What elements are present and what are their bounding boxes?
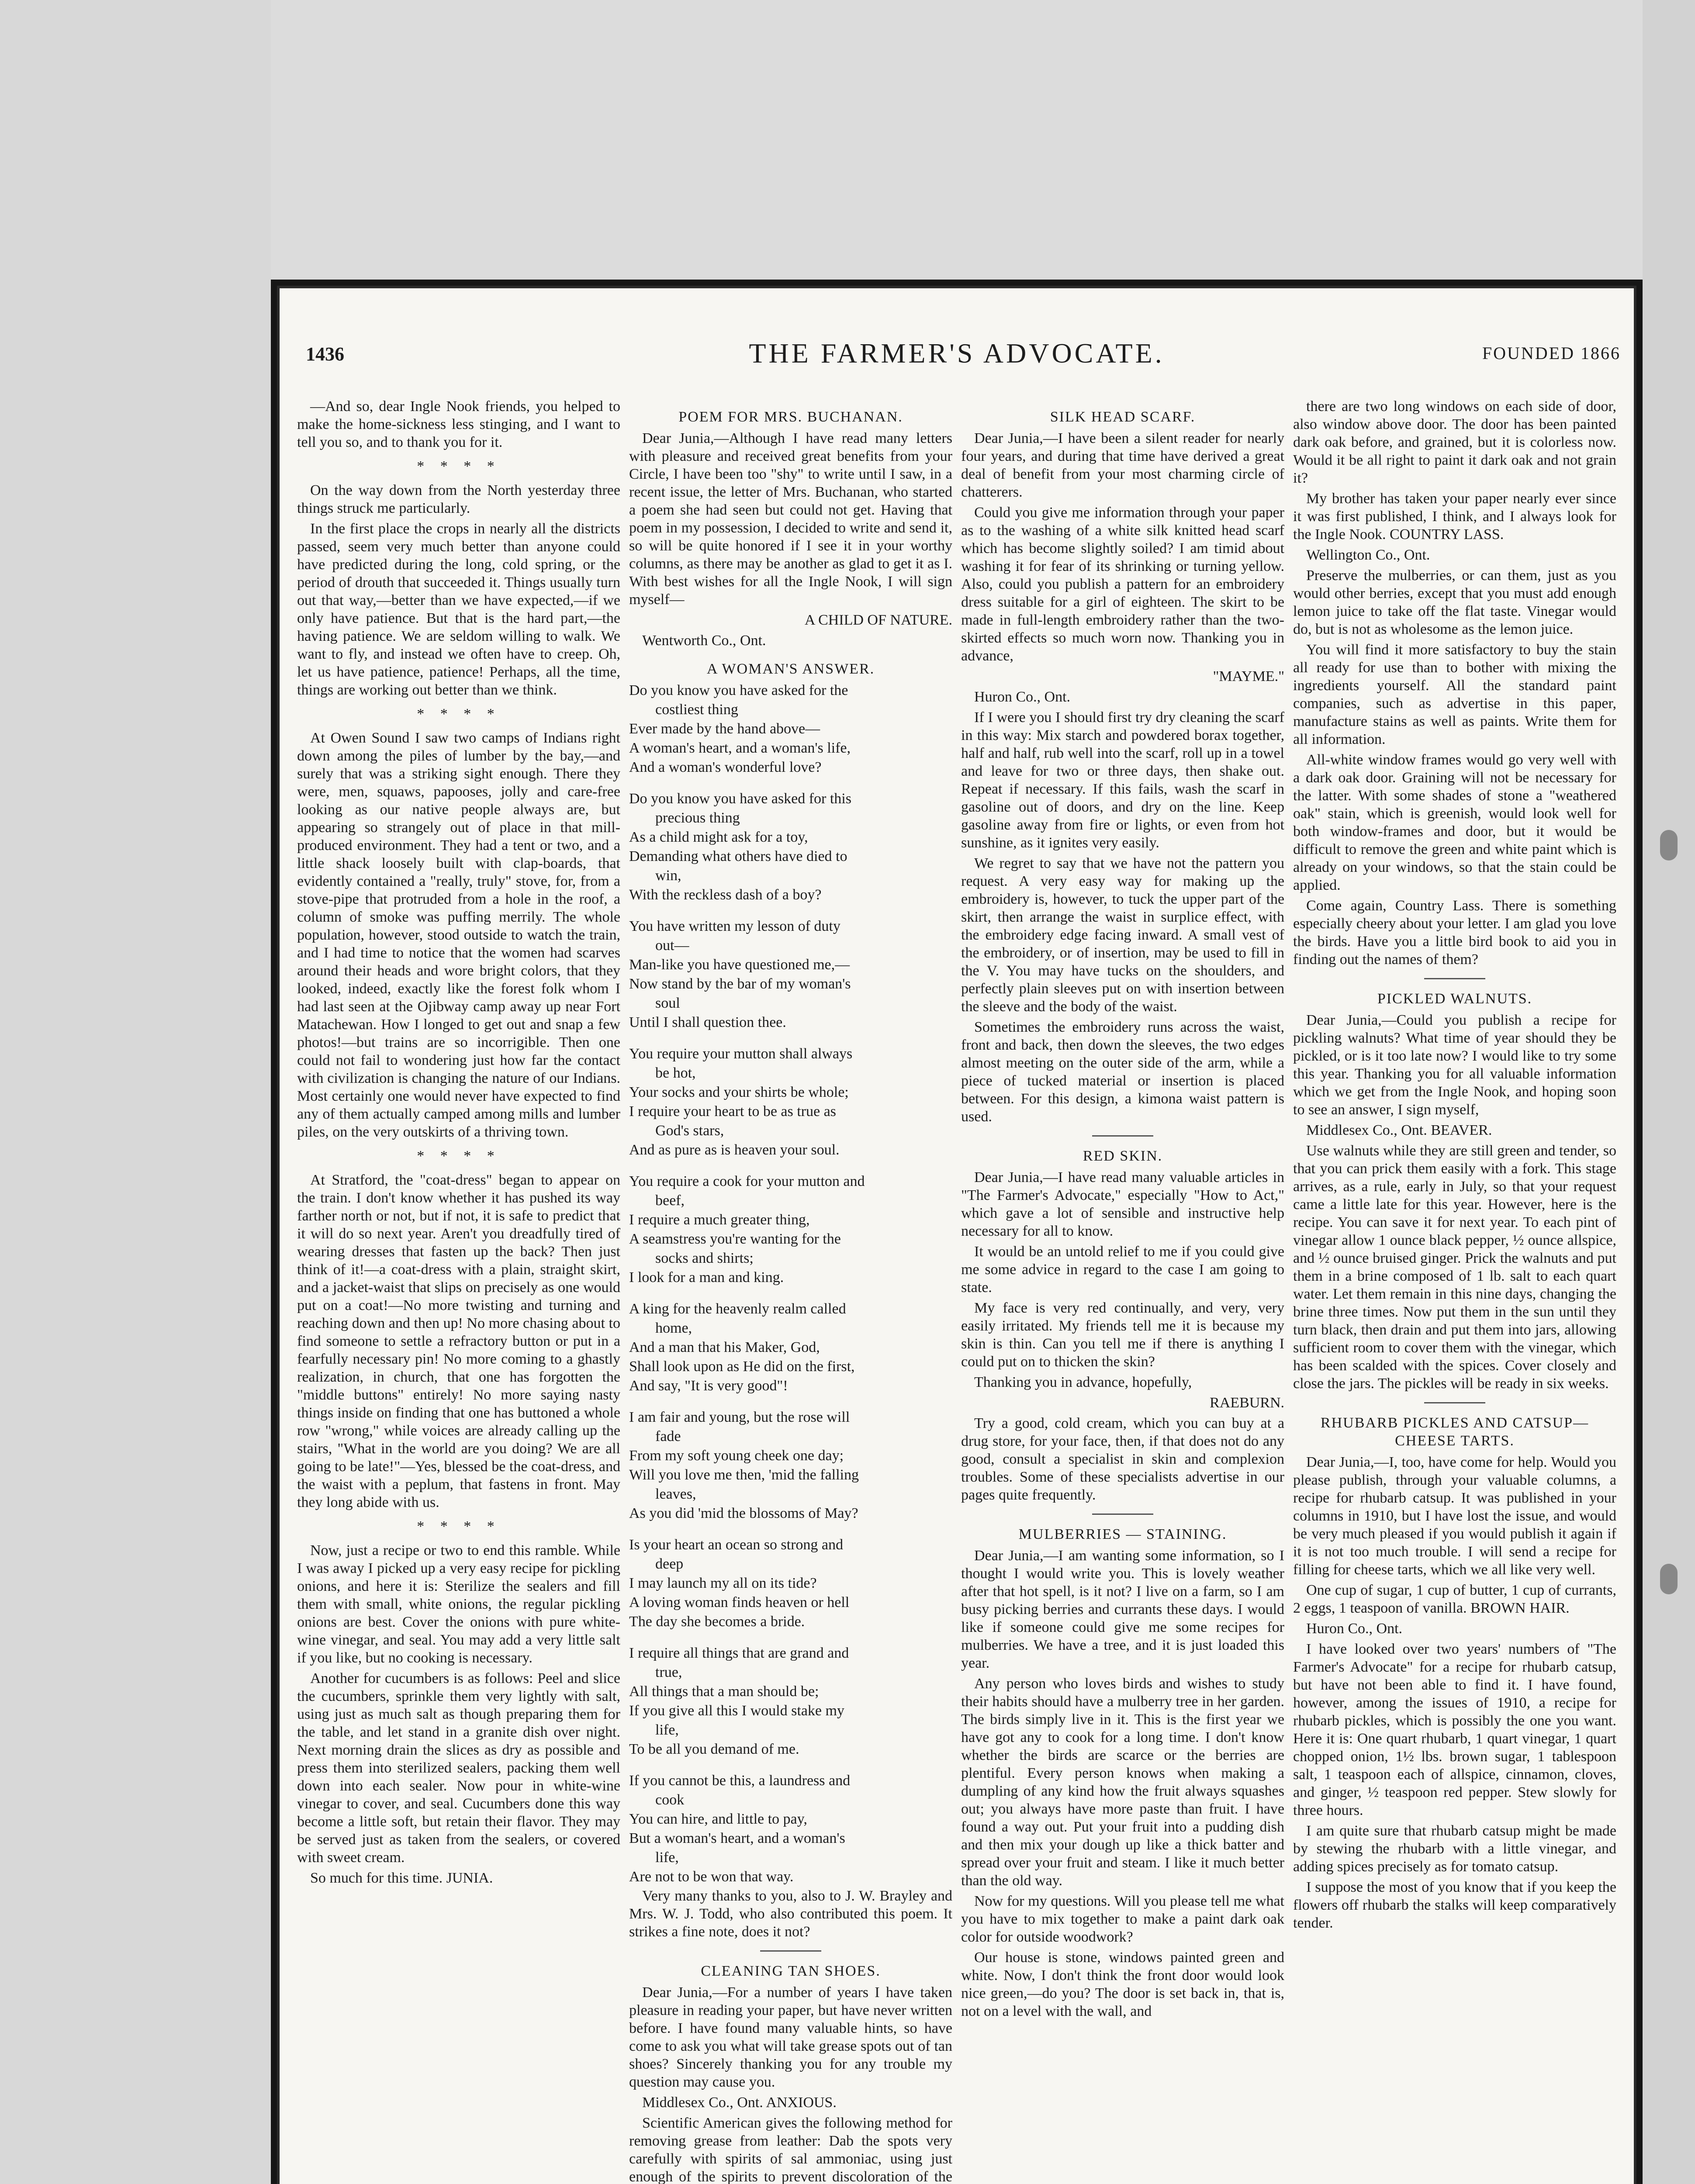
poem-line: I require all things that are grand and — [629, 1645, 849, 1661]
poem-line: Shall look upon as He did on the first, — [629, 1358, 855, 1375]
paragraph: Preserve the mulberries, or can them, just as you would other berries, except that you must add enough lemon juice to take off the flat taste. Vinegar would do, but is not as wholesome as the lemon juice. — [1293, 567, 1616, 637]
paragraph: Dear Junia,—I have been a silent reader for nearly four years, and during that time have derived a great deal of benefit from your most charming circle of chatterers. — [961, 430, 1284, 500]
newspaper-page — [280, 288, 1634, 2184]
paragraph: Use walnuts while they are still green and tender, so that you can prick them easily with a fork. This stage arrives, as a rule, early in July, so that your request came a little late for this year. However, here is the recipe. You can save it for next year. To each pint of vinegar allow 1 ounce black pepper, ½ ounce allspice, and ½ ounce bruised ginger. Prick the walnuts and put them in a brine composed of 1 lb. salt to each quart water. Let them remain in this nine days, changing the brine three times. Now put them in the sun until they turn black, then drain and put them into jars, allowing sufficient room to cover them with the vinegar, which has been scalded with the spices. Cover closely and close the jars. The pickles will be ready in six weeks. — [1293, 1143, 1616, 1392]
binder-hole-icon — [1660, 1564, 1678, 1594]
section-rule — [760, 1950, 821, 1952]
stanza-break — [629, 1288, 952, 1300]
poem-line: fade — [655, 1428, 681, 1444]
paragraph: At Stratford, the "coat-dress" began to appear on the train. I don't know whether it has pushed its way farther north or not, but if not, it is safe to predict that it will do so next year. Aren't you dreadfully tired of wearing dresses that fasten up the back? Then just think of it!—a coat-dress with a plain, straight skirt, and a jacket-waist that slips on precisely as one would put on a coat!—No more twisting and turning and reaching down and then up! No more chasing about to find someone to settle a refractory button or put in a fearfully necessary pin! No more coming to a ghastly realization, in church, that one has forgotten the "middle buttons" entirely! No more saying nasty things inside on finding that one has buttoned a whole row "wrong," while voices are already calling up the stairs, "What in the world are you doing? We are all going to be late!"—Yes, blessed be the coat-dress, and the waist with a peplum, that fastens in front. May they long abide with us. — [297, 1172, 620, 1510]
paragraph: I suppose the most of you know that if you keep the flowers off rhubarb the stalks will keep comparatively tender. — [1293, 1879, 1616, 1931]
scan-background-left — [0, 0, 271, 2184]
poem-line: But a woman's heart, and a woman's — [629, 1830, 845, 1846]
poem-line: Will you love me then, 'mid the falling — [629, 1467, 859, 1483]
poem-line: If you give all this I would stake my — [629, 1703, 844, 1719]
paragraph: Dear Junia,—For a number of years I have taken pleasure in reading your paper, but have never written before. I have found many valuable hints, so have come to ask you what will take grease spots out of tan shoes? Sincerely thanking you for any trouble my question may cause you. — [629, 1984, 952, 2090]
poem-line: I require your heart to be as true as — [629, 1103, 836, 1120]
section-heading: POEM FOR MRS. BUCHANAN. — [678, 409, 903, 425]
paragraph: there are two long windows on each side of door, also window above door. The door has been painted dark oak before, and grained, but it is colorless now. Would it be all right to paint it dark oak and not grain it? — [1293, 398, 1616, 486]
paragraph: We regret to say that we have not the pattern you request. A very easy way for making up the embroidery is, however, to tuck the upper part of the skirt, then arrange the waist in surplice effect, with the embroidery edge facing inward. A small vest of the embroidery, or of insertion, may be used to fill in the V. You may have tucks on the shoulders, and perfectly plain sleeves put on with insertion between the sleeve and the body of the waist. — [961, 855, 1284, 1015]
section-heading: RHUBARB PICKLES AND CATSUP— CHEESE TARTS. — [1320, 1415, 1589, 1449]
paragraph: You will find it more satisfactory to buy the stain all ready for use than to bother with mixing the ingredients yourself. All the standard paint companies, such as advertise in this paper, manufacture stains as well as paints. Write them for all information. — [1293, 642, 1616, 747]
poem-line: leaves, — [655, 1486, 696, 1502]
paragraph: Dear Junia,—I have read many valuable articles in "The Farmer's Advocate," especially "How to Act," which gave a lot of sensible and instructive help necessary for all to know. — [961, 1169, 1284, 1239]
section-heading: PICKLED WALNUTS. — [1377, 991, 1532, 1007]
poem-line: Now stand by the bar of my woman's — [629, 976, 851, 992]
poem-line: As a child might ask for a toy, — [629, 829, 808, 845]
stanza-break — [629, 1524, 952, 1536]
poem-line: life, — [655, 1722, 679, 1738]
page-number: 1436 — [306, 343, 344, 365]
poem-line: You have written my lesson of duty — [629, 918, 841, 934]
poem-line: I am fair and young, but the rose will — [629, 1409, 850, 1425]
paragraph: Huron Co., Ont. — [974, 689, 1071, 705]
poem-line: deep — [655, 1556, 684, 1572]
poem-line: As you did 'mid the blossoms of May? — [629, 1505, 858, 1521]
paragraph: Thanking you in advance, hopefully, — [974, 1374, 1192, 1390]
section-divider-stars: * * * * — [417, 458, 501, 474]
section-rule — [1424, 1402, 1485, 1403]
poem-line: Your socks and your shirts be whole; — [629, 1084, 849, 1100]
paragraph: Dear Junia,—I, too, have come for help. Would you please publish, through your valuable columns, a recipe for rhubarb catsup. It was published in your columns in 1910, but I have lost the issue, and would be very much pleased if you would publish it again if it is not too much trouble. I will send a recipe for filling for cheese tarts, which we all like very well. — [1293, 1454, 1616, 1578]
stanza-break — [629, 1033, 952, 1045]
stanza-break — [629, 778, 952, 790]
section-heading: RED SKIN. — [1083, 1148, 1163, 1164]
poem-line: Do you know you have asked for this — [629, 791, 851, 807]
poem-line: Demanding what others have died to — [629, 848, 848, 864]
paragraph: One cup of sugar, 1 cup of butter, 1 cup of currants, 2 eggs, 1 teaspoon of vanilla. BROWN HAIR. — [1293, 1582, 1616, 1616]
founded-line: FOUNDED 1866 — [1482, 343, 1621, 363]
binder-hole-icon — [1660, 830, 1678, 860]
paragraph: All-white window frames would go very well with a dark oak door. Graining will not be necessary for the latter. With some shades of stone a "weathered oak" stain, which is greenish, would look well for both window-frames and door, but it would be difficult to remove the green and white paint which is already on your windows, so that the stain could be applied. — [1293, 752, 1616, 893]
poem-line: soul — [655, 995, 680, 1011]
paragraph: So much for this time. JUNIA. — [310, 1870, 493, 1886]
section-rule — [1092, 1135, 1153, 1137]
paragraph: Now for my questions. Will you please tell me what you have to mix together to make a paint dark oak color for outside woodwork? — [961, 1893, 1284, 1945]
paragraph: My brother has taken your paper nearly ever since it was first published, I think, and I always look for the Ingle Nook. COUNTRY LASS. — [1293, 491, 1616, 543]
poem-line: home, — [655, 1320, 692, 1336]
column-3 — [961, 397, 1284, 2184]
poem-line: I may launch my all on its tide? — [629, 1575, 817, 1591]
poem-line: Are not to be won that way. — [629, 1869, 794, 1885]
poem-line: You can hire, and little to pay, — [629, 1811, 807, 1827]
poem-line: beef, — [655, 1192, 685, 1209]
section-divider-stars: * * * * — [417, 1148, 501, 1164]
paragraph: On the way down from the North yesterday three things struck me particularly. — [297, 482, 620, 516]
poem-line: If you cannot be this, a laundress and — [629, 1773, 851, 1789]
signature: RAEBURN. — [1210, 1395, 1284, 1411]
poem-line: And as pure as is heaven your soul. — [629, 1142, 840, 1158]
section-divider-stars: * * * * — [417, 706, 501, 722]
poem — [629, 681, 952, 1886]
paragraph: —And so, dear Ingle Nook friends, you helped to make the home-sickness less stinging, and I want to tell you so, and to thank you for it. — [297, 398, 620, 450]
poem-line: A loving woman finds heaven or hell — [629, 1594, 850, 1610]
poem-line: Is your heart an ocean so strong and — [629, 1537, 844, 1553]
paragraph: Huron Co., Ont. — [1306, 1621, 1403, 1637]
section-rule — [1424, 978, 1485, 979]
poem-line: Do you know you have asked for the — [629, 682, 848, 698]
paragraph: In the first place the crops in nearly all the districts passed, seem very much better than anyone could have predicted during the long, cold spring, or the period of drouth that succeeded it. Things usually turn out that way,—better than we have expected,—if we only have patience. But that is the hard part,—the having patience. We are seldom willing to walk. We want to fly, and instead we often have to creep. Oh, let us have patience, patience! Perhaps, all the time, things are working out better than we think. — [297, 521, 620, 698]
masthead-title: THE FARMER'S ADVOCATE. — [749, 338, 1165, 369]
poem-line: You require your mutton shall always — [629, 1046, 853, 1062]
poem-line: A king for the heavenly realm called — [629, 1301, 846, 1317]
paragraph: Wentworth Co., Ont. — [642, 632, 766, 649]
poem-line: You require a cook for your mutton and — [629, 1173, 865, 1189]
poem-line: win, — [655, 867, 681, 884]
poem-line: life, — [655, 1849, 679, 1866]
stanza-break — [629, 905, 952, 917]
section-rule — [1092, 1514, 1153, 1515]
section-heading: A WOMAN'S ANSWER. — [706, 661, 875, 677]
poem-line: I look for a man and king. — [629, 1269, 784, 1286]
section-divider-stars: * * * * — [417, 1518, 501, 1534]
paragraph: Our house is stone, windows painted green and white. Now, I don't think the front door would look nice green,—do you? The door is set back in, that is, not on a level with the wall, and — [961, 1949, 1284, 2019]
scan-background-right — [1643, 0, 1695, 2184]
paragraph: It would be an untold relief to me if you could give me some advice in regard to the case I am going to state. — [961, 1244, 1284, 1296]
stanza-break — [629, 1160, 952, 1172]
poem-line: cook — [655, 1792, 685, 1808]
poem-line: I require a much greater thing, — [629, 1212, 810, 1228]
signature: "MAYME." — [1213, 668, 1284, 684]
article-columns — [297, 397, 1625, 2184]
paragraph: Very many thanks to you, also to J. W. Brayley and Mrs. W. J. Todd, who also contributed this poem. It strikes a fine note, does it not? — [629, 1888, 952, 1940]
paragraph: Now, just a recipe or two to end this ramble. While I was away I picked up a very easy recipe for pickling onions, and here it is: Sterilize the sealers and fill them with small, white onions, the regular pickling onions are best. Cover the onions with pure white-wine vinegar, and seal. You may add a very little salt if you like, but no cooking is necessary. — [297, 1542, 620, 1666]
poem-line: out— — [655, 937, 689, 954]
section-heading: MULBERRIES — STAINING. — [1018, 1526, 1227, 1542]
paragraph: Sometimes the embroidery runs across the waist, front and back, then down the sleeves, the two edges almost meeting on the outer side of the arm, while a piece of tucked material or insertion is placed between. For this design, a kimona waist pattern is used. — [961, 1019, 1284, 1125]
poem-line: true, — [655, 1664, 682, 1680]
paragraph: My face is very red continually, and very, very easily irritated. My friends tell me it is because my skin is thin. Can you tell me if there is anything I could put on to thicken the skin? — [961, 1300, 1284, 1370]
masthead — [280, 288, 1634, 369]
poem-line: Man-like you have questioned me,— — [629, 957, 850, 973]
column-4 — [1293, 397, 1616, 2184]
paragraph: Another for cucumbers is as follows: Peel and slice the cucumbers, sprinkle them very lightly with salt, using just as much salt as though preparing them for the table, and let stand in a granite dish over night. Next morning drain the slices as dry as possible and press them into sterilized sealers, packing them well down into each sealer. Now pour in white-wine vinegar to cover, and seal. Cucumbers done this way become a little soft, but retain their flavor. They may be served just as taken from the sealers, or covered with sweet cream. — [297, 1670, 620, 1866]
paragraph: Scientific American gives the following method for removing grease from leather: Dab the spots very carefully with spirits of sal ammoniac, using just enough of the spirits to prevent discoloration of the — [629, 2115, 952, 2184]
column-1 — [297, 397, 620, 2184]
signature: A CHILD OF NATURE. — [804, 612, 952, 628]
poem-line: All things that a man should be; — [629, 1683, 819, 1700]
paragraph: Middlesex Co., Ont. ANXIOUS. — [642, 2094, 837, 2111]
paragraph: Dear Junia,—Although I have read many letters with pleasure and received great benefits from your Circle, I have been too "shy" to write until I saw, in a recent issue, the letter of Mrs. Buchanan, who started a poem she had seen but could not get. Having that poem in my possession, I decided to write and send it, so will be quite honored if I see it in your worthy columns, as there may be another as glad to get it as I. With best wishes for all the Ingle Nook, I will sign myself— — [629, 430, 952, 608]
paragraph: Dear Junia,—I am wanting some information, so I thought I would write you. This is lovely weather after that hot spell, is it not? I live on a farm, so I am busy picking berries and currants these days. I would like if someone could give me some recipes for mulberries. We have a tree, and it is just loaded this year. — [961, 1548, 1284, 1671]
poem-line: To be all you demand of me. — [629, 1741, 799, 1757]
poem-line: The day she becomes a bride. — [629, 1614, 805, 1630]
poem-line: Ever made by the hand above— — [629, 721, 820, 737]
poem-line: costliest thing — [655, 702, 738, 718]
poem-line: be hot, — [655, 1065, 696, 1081]
column-2 — [629, 397, 952, 2184]
paragraph: I have looked over two years' numbers of "The Farmer's Advocate" for a recipe for rhubarb catsup, but have not been able to find it. I have found, however, among the issues of 1910, a recipe for rhubarb pickles, which is possibly the one you want. Here it is: One quart rhubarb, 1 quart vinegar, 1 quart chopped onion, 1½ lbs. brown sugar, 1 tablespoon salt, 1 teaspoon each of allspice, cinnamon, cloves, and ginger, ½ teaspoon red pepper. Stew slowly for three hours. — [1293, 1641, 1616, 1818]
poem-line: With the reckless dash of a boy? — [629, 887, 822, 903]
stanza-break — [629, 1396, 952, 1408]
paragraph: Any person who loves birds and wishes to study their habits should have a mulberry tree in her garden. The birds simply live in it. This is the first year we have got any to cook for a long time. I don't know whether the birds are scarce or the berries are plentiful. Every person knows when making a dumpling of any kind how the fruit always squashes out; you always have more paste than fruit. I have found a way out. Put your fruit into a pudding dish and then mix your dough up like a thick batter and spread over your fruit and steam. I like it much better than the old way. — [961, 1676, 1284, 1889]
poem-line: A woman's heart, and a woman's life, — [629, 740, 851, 756]
paragraph: Come again, Country Lass. There is something especially cheery about your letter. I am glad you love the birds. Have you a little bird book to aid you in finding out the names of them? — [1293, 898, 1616, 968]
section-heading: CLEANING TAN SHOES. — [701, 1963, 881, 1979]
stanza-break — [629, 1759, 952, 1772]
poem-line: And say, "It is very good"! — [629, 1378, 788, 1394]
paragraph: If I were you I should first try dry cleaning the scarf in this way: Mix starch and powdered borax together, half and half, rub well into the scarf, roll up in a towel and leave for two or three days, then shake out. Repeat if necessary. If this fails, wash the scarf in gasoline out of doors, and dry on the line. Keep gasoline away from fire or lights, or even from hot sunshine, as it ignites very easily. — [961, 709, 1284, 851]
stanza-break — [629, 1632, 952, 1644]
poem-line: From my soft young cheek one day; — [629, 1448, 844, 1464]
paragraph: Could you give me information through your paper as to the washing of a white silk knitted head scarf which has become slightly soiled? I am timid about washing it for fear of its shrinking or turning yellow. Also, could you publish a pattern for an embroidery dress suitable for a girl of eighteen. The skirt to be made in full-length embroidery rather than the two-skirted effects so much worn now. Thanking you in advance, — [961, 505, 1284, 664]
poem-line: A seamstress you're wanting for the — [629, 1231, 841, 1247]
paragraph: Middlesex Co., Ont. BEAVER. — [1306, 1122, 1492, 1138]
poem-line: God's stars, — [655, 1123, 724, 1139]
paragraph: Wellington Co., Ont. — [1306, 547, 1430, 563]
poem-line: And a woman's wonderful love? — [629, 759, 822, 775]
section-heading: SILK HEAD SCARF. — [1050, 409, 1196, 425]
poem-line: precious thing — [655, 810, 740, 826]
paragraph: Try a good, cold cream, which you can buy at a drug store, for your face, then, if that does not do any good, consult a specialist in skin and complexion troubles. Some of these specialists advertise in our pages quite frequently. — [961, 1415, 1284, 1503]
paragraph: Dear Junia,—Could you publish a recipe for pickling walnuts? What time of year should they be pickled, or is it too late now? I would like to try some this year. Thanking you for all valuable information which we get from the Ingle Nook, and hoping soon to see an answer, I sign myself, — [1293, 1012, 1616, 1118]
poem-line: Until I shall question thee. — [629, 1014, 786, 1030]
poem-line: socks and shirts; — [655, 1250, 754, 1266]
paragraph: I am quite sure that rhubarb catsup might be made by stewing the rhubarb with a little vinegar, and adding spices precisely as for tomato catsup. — [1293, 1823, 1616, 1875]
poem-line: And a man that his Maker, God, — [629, 1339, 820, 1355]
paragraph: At Owen Sound I saw two camps of Indians right down among the piles of lumber by the bay,—and surely that was a striking sight enough. There they were, men, squaws, papooses, jolly and care-free looking as our native people always are, but appearing so strangely out of place in that mill-produced environment. They had a tent or two, and a little shack loosely built with clap-boards, that evidently contained a "really, truly" stove, for, from a stove-pipe that protruded from a hole in the roof, a column of smoke was puffing merrily. The whole population, however, stood outside to watch the train, and I had time to notice that the women had scarves around their heads and wore bright colors, that they looked, indeed, exactly like the forest folk whom I had last seen at the Ojibway camp away up near Fort Matachewan. How I longed to get out and snap a few photos!—but trains are so incorrigible. Then one could not fail to wondering just how far the contact with civilization is changing the nature of our Indians. Most certainly one would never have expected to find any of them actually camped among mills and lumber piles, on the very outskirts of a thriving town. — [297, 730, 620, 1140]
